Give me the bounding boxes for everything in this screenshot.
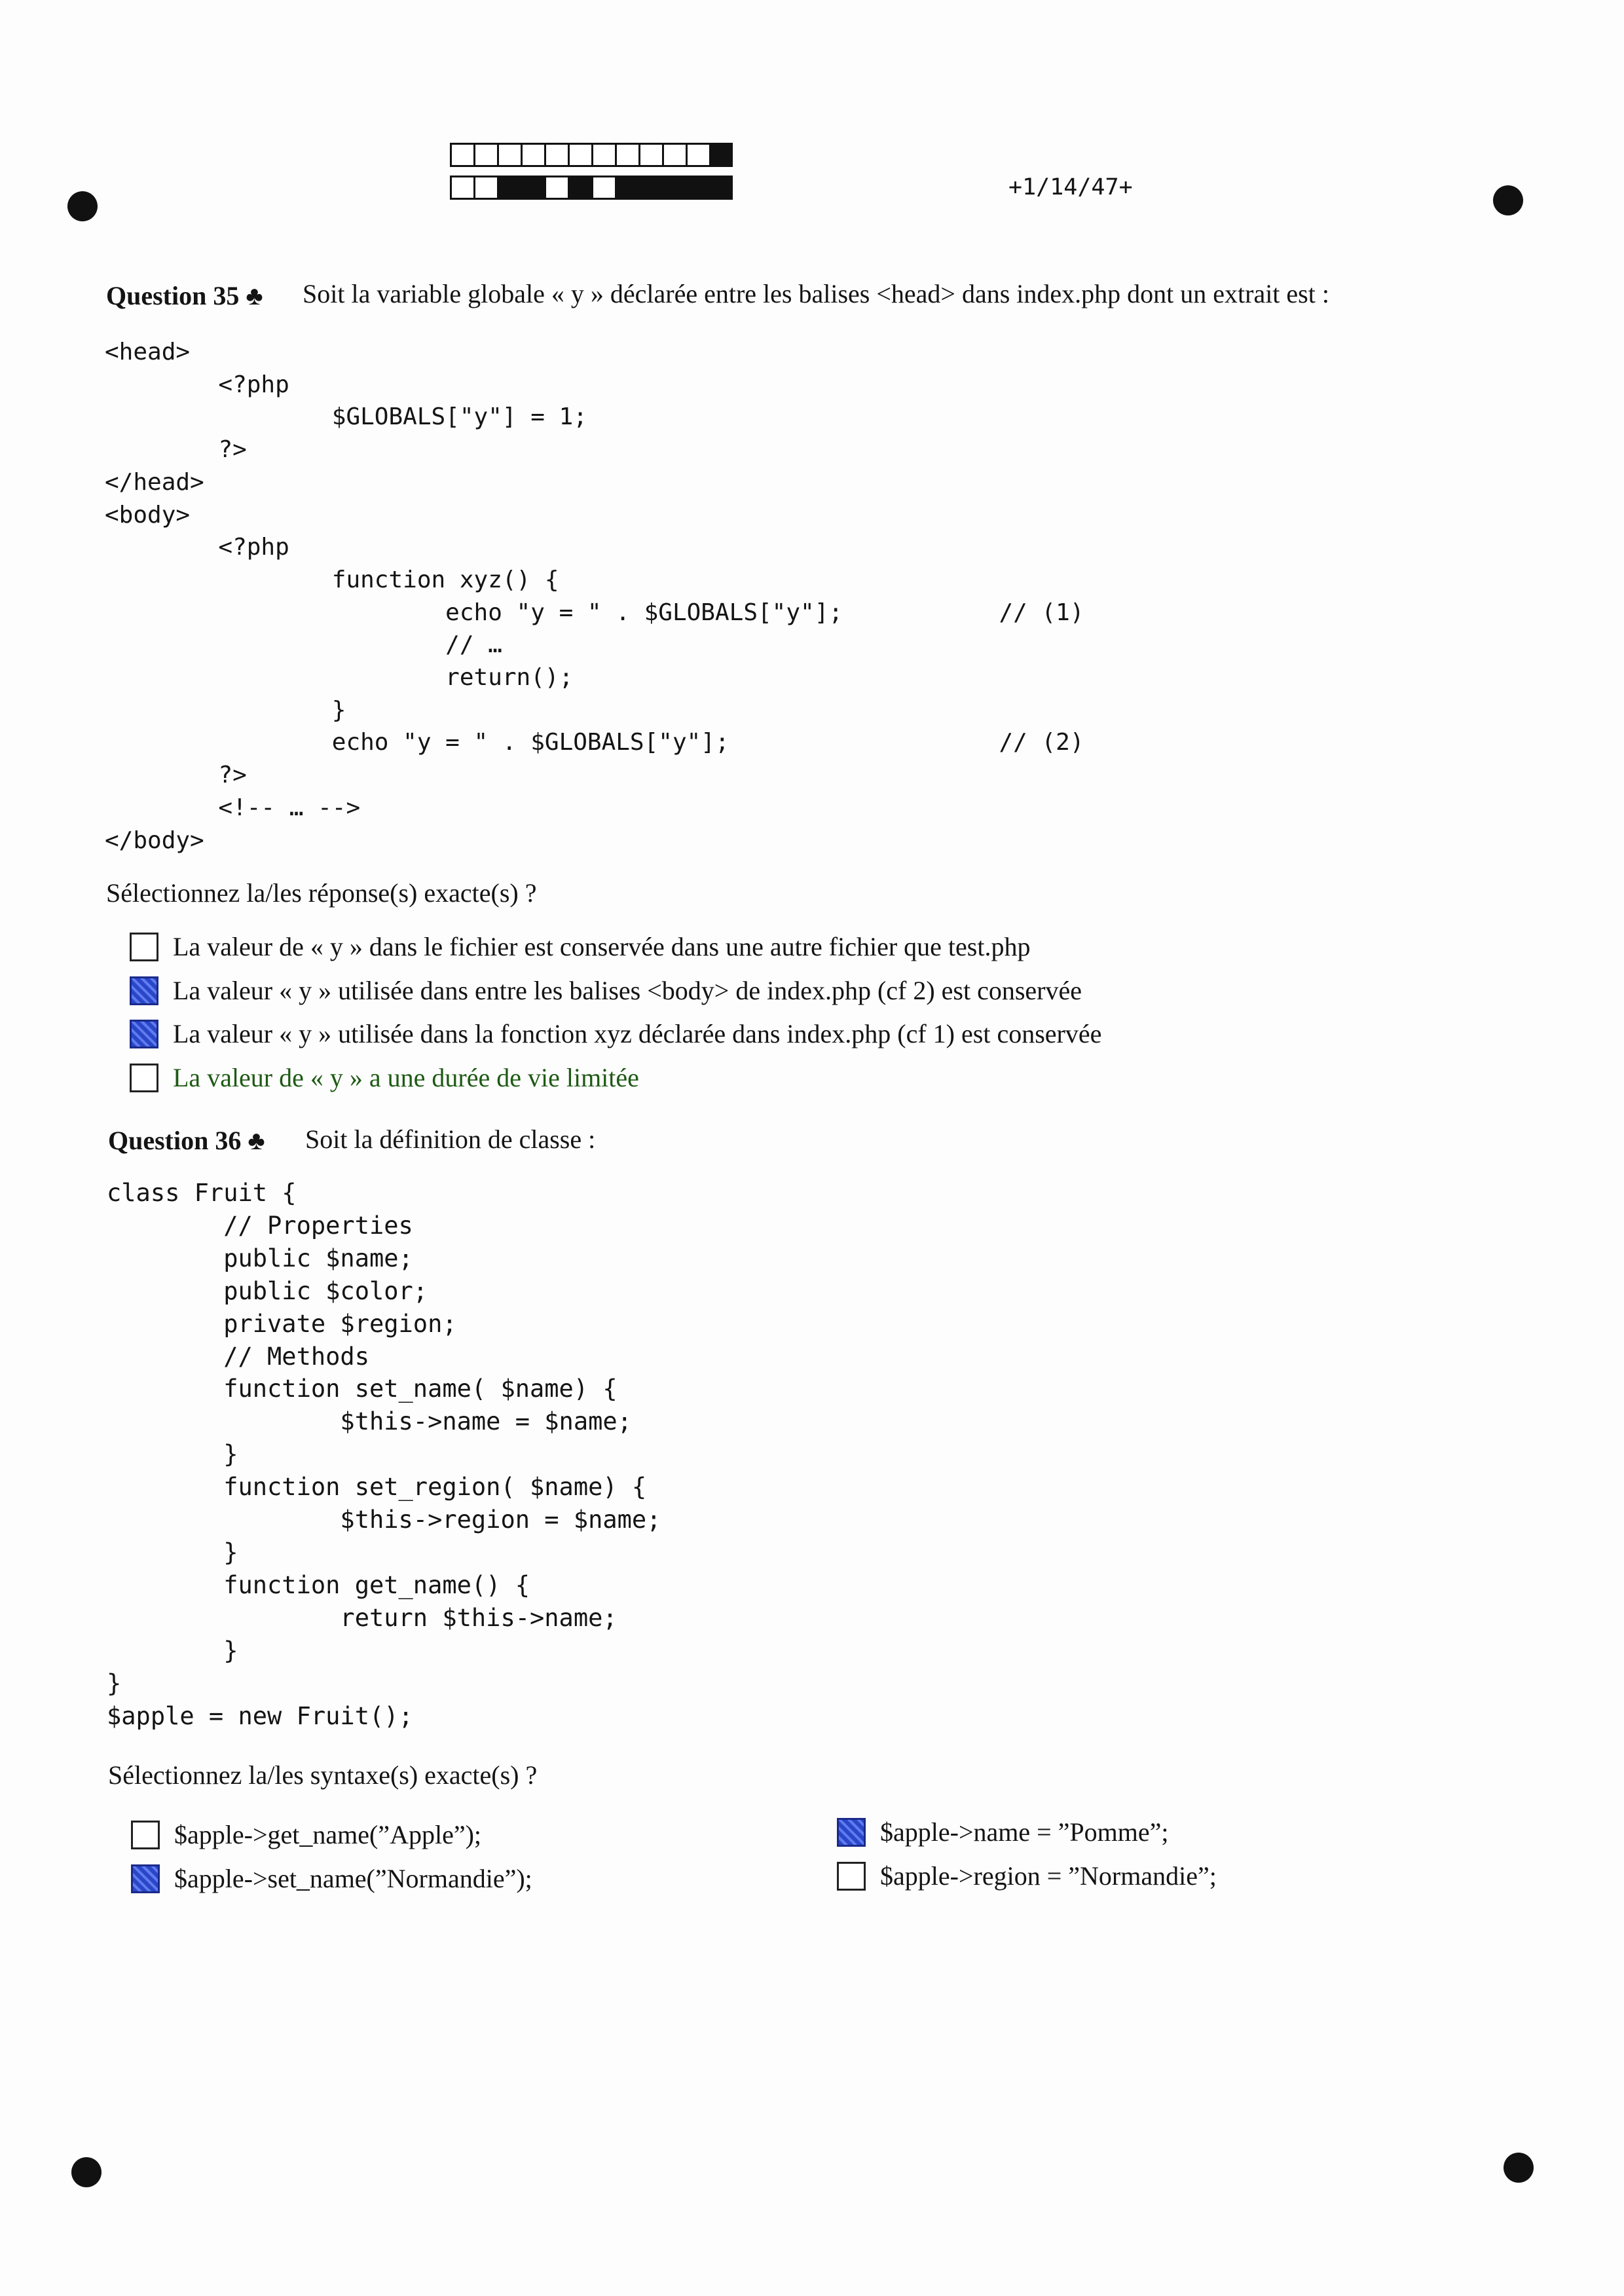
checkbox[interactable] <box>131 1864 160 1893</box>
checkbox[interactable] <box>130 933 158 961</box>
code-cell <box>615 176 638 200</box>
code-cell <box>450 143 473 167</box>
checkbox[interactable] <box>130 1064 158 1092</box>
option-label: La valeur « y » utilisée dans entre les balises <body> de index.php (cf 2) est conservée <box>173 976 1082 1005</box>
code-cell <box>709 176 733 200</box>
option-label: $apple->get_name(”Apple”); <box>174 1820 482 1849</box>
option-label: $apple->name = ”Pomme”; <box>880 1817 1169 1847</box>
option-label: $apple->region = ”Normandie”; <box>880 1861 1217 1891</box>
q36-option-1[interactable] <box>131 1819 481 1850</box>
code-cell <box>662 143 686 167</box>
option-label: La valeur de « y » a une durée de vie limitée <box>173 1063 639 1092</box>
club-icon: ♣ <box>248 1126 265 1155</box>
option-label: La valeur de « y » dans le fichier est conservée dans une autre fichier que test.php <box>173 932 1031 961</box>
id-code-boxes-bottom <box>450 176 733 200</box>
id-code-boxes-top <box>450 143 733 167</box>
code-cell <box>521 143 544 167</box>
q35-option-4[interactable] <box>130 1062 639 1093</box>
checkbox[interactable] <box>130 976 158 1005</box>
club-icon: ♣ <box>246 281 263 310</box>
question-35-prompt: Sélectionnez la/les réponse(s) exacte(s) ? <box>106 878 537 908</box>
registration-mark-top-right <box>1493 185 1523 215</box>
registration-mark-bottom-right <box>1504 2153 1534 2183</box>
code-cell <box>591 176 615 200</box>
code-cell <box>544 143 568 167</box>
question-label: Question 35 <box>106 281 240 310</box>
code-cell <box>568 143 591 167</box>
question-label: Question 36 <box>108 1126 242 1155</box>
registration-mark-top-left <box>67 191 98 221</box>
code-cell <box>450 176 473 200</box>
code-cell <box>591 143 615 167</box>
question-35-stem: Soit la variable globale « y » déclarée entre les balises <head> dans index.php dont un extrait est : <box>303 279 1329 308</box>
q35-option-3[interactable] <box>130 1018 1101 1049</box>
question-36-code: class Fruit { // Properties public $name; public $color; private $region; // Methods function set_name( $name) { $this->name = $name; } function set_region( $name) { $this->region = $name; } function get_name() { return $this->name; } } $apple = new Fruit(); <box>107 1179 661 1730</box>
option-label: $apple->set_name(”Normandie”); <box>174 1864 532 1893</box>
code-cell <box>638 176 662 200</box>
q35-option-1[interactable] <box>130 931 1030 962</box>
code-cell <box>544 176 568 200</box>
code-cell <box>473 176 497 200</box>
checkbox[interactable] <box>131 1821 160 1849</box>
checkbox[interactable] <box>130 1020 158 1048</box>
code-cell <box>497 176 521 200</box>
q36-option-2[interactable] <box>131 1863 532 1894</box>
code-cell <box>686 143 709 167</box>
question-36-prompt: Sélectionnez la/les syntaxe(s) exacte(s) ? <box>108 1760 538 1790</box>
q36-option-4[interactable] <box>837 1861 1217 1891</box>
code-cell <box>638 143 662 167</box>
code-cell <box>521 176 544 200</box>
code-cell <box>709 143 733 167</box>
q35-option-2[interactable] <box>130 975 1082 1006</box>
q36-option-3[interactable] <box>837 1817 1169 1847</box>
code-cell <box>662 176 686 200</box>
code-cell <box>686 176 709 200</box>
question-36-header <box>108 1125 265 1156</box>
code-cell <box>568 176 591 200</box>
option-label: La valeur « y » utilisée dans la fonction xyz déclarée dans index.php (cf 1) est conservée <box>173 1019 1102 1048</box>
checkbox[interactable] <box>837 1862 866 1891</box>
page-id: +1/14/47+ <box>1008 174 1133 200</box>
code-cell <box>497 143 521 167</box>
checkbox[interactable] <box>837 1818 866 1847</box>
registration-mark-bottom-left <box>71 2157 101 2187</box>
code-cell <box>615 143 638 167</box>
code-cell <box>473 143 497 167</box>
question-36-stem: Soit la définition de classe : <box>305 1124 596 1154</box>
question-35-code: <head> <?php $GLOBALS["y"] = 1; ?> </head> <body> <?php function xyz() { echo "y = " . $GLOBALS["y"]; // (1) // … return(); } echo "y = " . $GLOBALS["y"]; // (2) ?> <!-- … --> </body> <box>105 339 1084 854</box>
question-35-header <box>106 280 263 311</box>
